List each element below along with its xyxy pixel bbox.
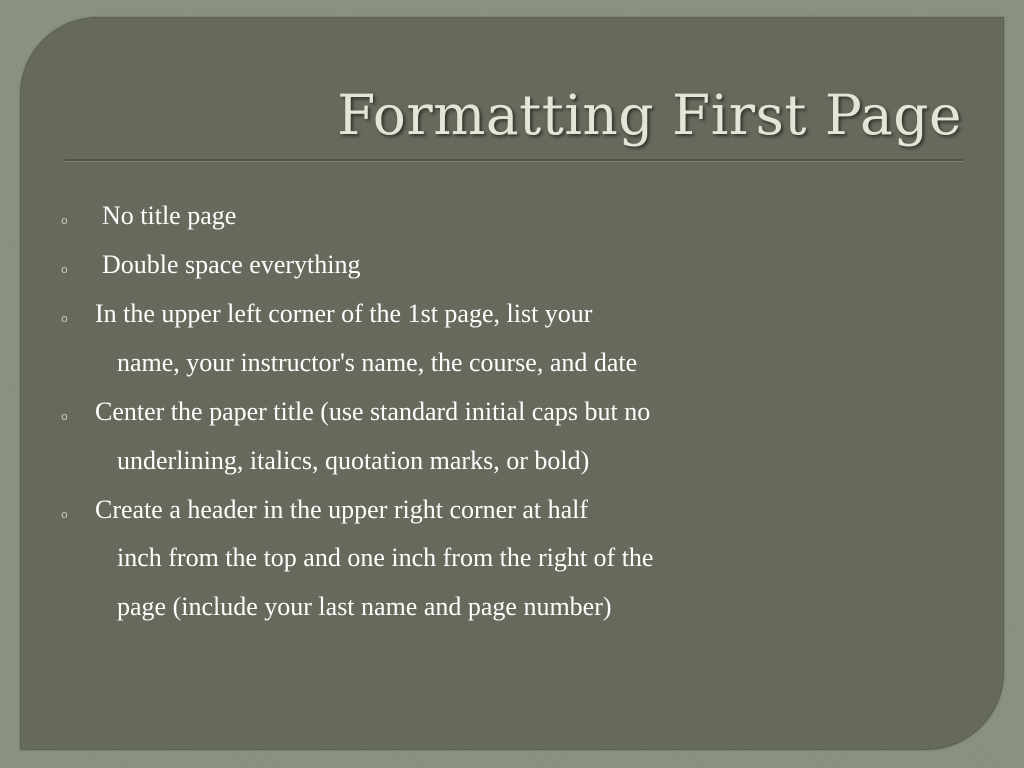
slide-title: Formatting First Page bbox=[337, 83, 962, 147]
bullet-text: In the upper left corner of the 1st page, list your bbox=[95, 299, 593, 328]
bullet-marker-icon: o bbox=[61, 312, 68, 325]
bullet-marker-icon: o bbox=[61, 508, 68, 521]
bullet-text: Center the paper title (use standard initial caps but no bbox=[95, 397, 651, 426]
bullet-text-continuation: underlining, italics, quotation marks, or bold) bbox=[117, 446, 590, 475]
title-divider bbox=[65, 159, 963, 162]
bullet-text-continuation: name, your instructor's name, the course, and date bbox=[117, 348, 638, 377]
bullet-text: No title page bbox=[102, 201, 237, 230]
bullet-marker-icon: o bbox=[61, 263, 68, 276]
bullet-text-continuation: inch from the top and one inch from the right of the bbox=[117, 543, 654, 572]
bullet-text-continuation: page (include your last name and page number) bbox=[117, 592, 612, 621]
bullet-marker-icon: o bbox=[61, 410, 68, 423]
bullet-marker-icon: o bbox=[61, 214, 68, 227]
bullet-text: Double space everything bbox=[102, 250, 361, 279]
bullet-text: Create a header in the upper right corner at half bbox=[95, 495, 589, 524]
